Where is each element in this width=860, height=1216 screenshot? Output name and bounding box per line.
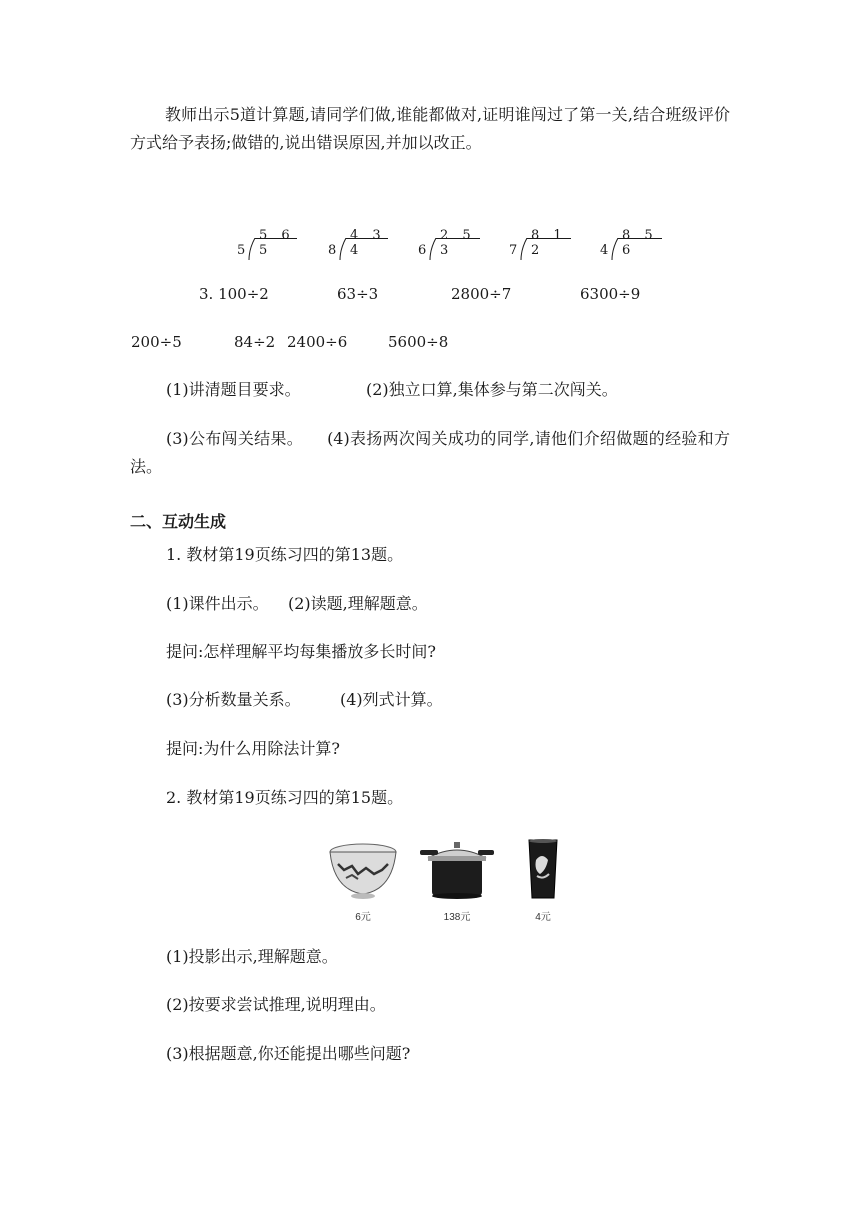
step-3-4 — [130, 425, 730, 481]
pressure-cooker-image — [418, 838, 496, 900]
question-2: 2. 教材第19页练习四的第15题。 — [166, 788, 404, 807]
q2-step-2: (2)按要求尝试推理,说明理由。 — [166, 995, 386, 1014]
q1-ask-1: 提问:怎样理解平均每集播放多长时间? — [166, 642, 436, 661]
mental-7: 2400÷6 — [287, 333, 348, 351]
division-1: 5 5 6 5 — [237, 236, 297, 262]
mental-4: 6300÷9 — [580, 285, 641, 303]
pressure-cooker-price: 138元 — [443, 912, 471, 923]
cup-item — [523, 838, 563, 923]
cup-price: 4元 — [535, 912, 551, 923]
mental-3: 2800÷7 — [451, 285, 512, 303]
mental-1: 3. 100÷2 — [199, 285, 269, 303]
division-3: 6 2 5 3 — [418, 236, 480, 262]
division-5: 4 8 5 6 — [600, 236, 662, 262]
division-2: 8 4 3 4 — [328, 236, 388, 262]
section-heading: 二、互动生成 — [130, 512, 227, 531]
intro-paragraph: 教师出示5道计算题,请同学们做,谁能都做对,证明谁闯过了第一关,结合班级评价方式给予表扬;做错的,说出错误原因,并加以改正。 — [130, 105, 730, 152]
mental-2: 63÷3 — [337, 285, 379, 303]
q1-step-2: (2)读题,理解题意。 — [288, 594, 428, 613]
step-3: (3)公布闯关结果。 — [166, 429, 304, 448]
bowl-image — [328, 838, 398, 900]
bowl-item — [328, 838, 398, 923]
q2-step-1: (1)投影出示,理解题意。 — [166, 947, 338, 966]
step-1: (1)讲清题目要求。 — [166, 380, 301, 399]
step-2: (2)独立口算,集体参与第二次闯关。 — [366, 380, 618, 399]
question-1: 1. 教材第19页练习四的第13题。 — [166, 545, 404, 564]
q1-step-1: (1)课件出示。 — [166, 594, 269, 613]
mental-5: 200÷5 — [131, 333, 182, 351]
mental-6: 84÷2 — [234, 333, 276, 351]
cup-image — [526, 838, 560, 900]
q1-step-3: (3)分析数量关系。 — [166, 690, 301, 709]
bowl-price: 6元 — [355, 912, 371, 923]
q1-step-4: (4)列式计算。 — [340, 690, 443, 709]
step-4: (4)表扬两次闯关成功的同学,请他们介绍做题的经验和方法。 — [130, 429, 730, 476]
q2-step-3: (3)根据题意,你还能提出哪些问题? — [166, 1044, 411, 1063]
pressure-cooker-item — [418, 838, 496, 923]
mental-8: 5600÷8 — [388, 333, 449, 351]
division-4: 7 8 1 2 — [509, 236, 571, 262]
q1-ask-2: 提问:为什么用除法计算? — [166, 739, 340, 758]
